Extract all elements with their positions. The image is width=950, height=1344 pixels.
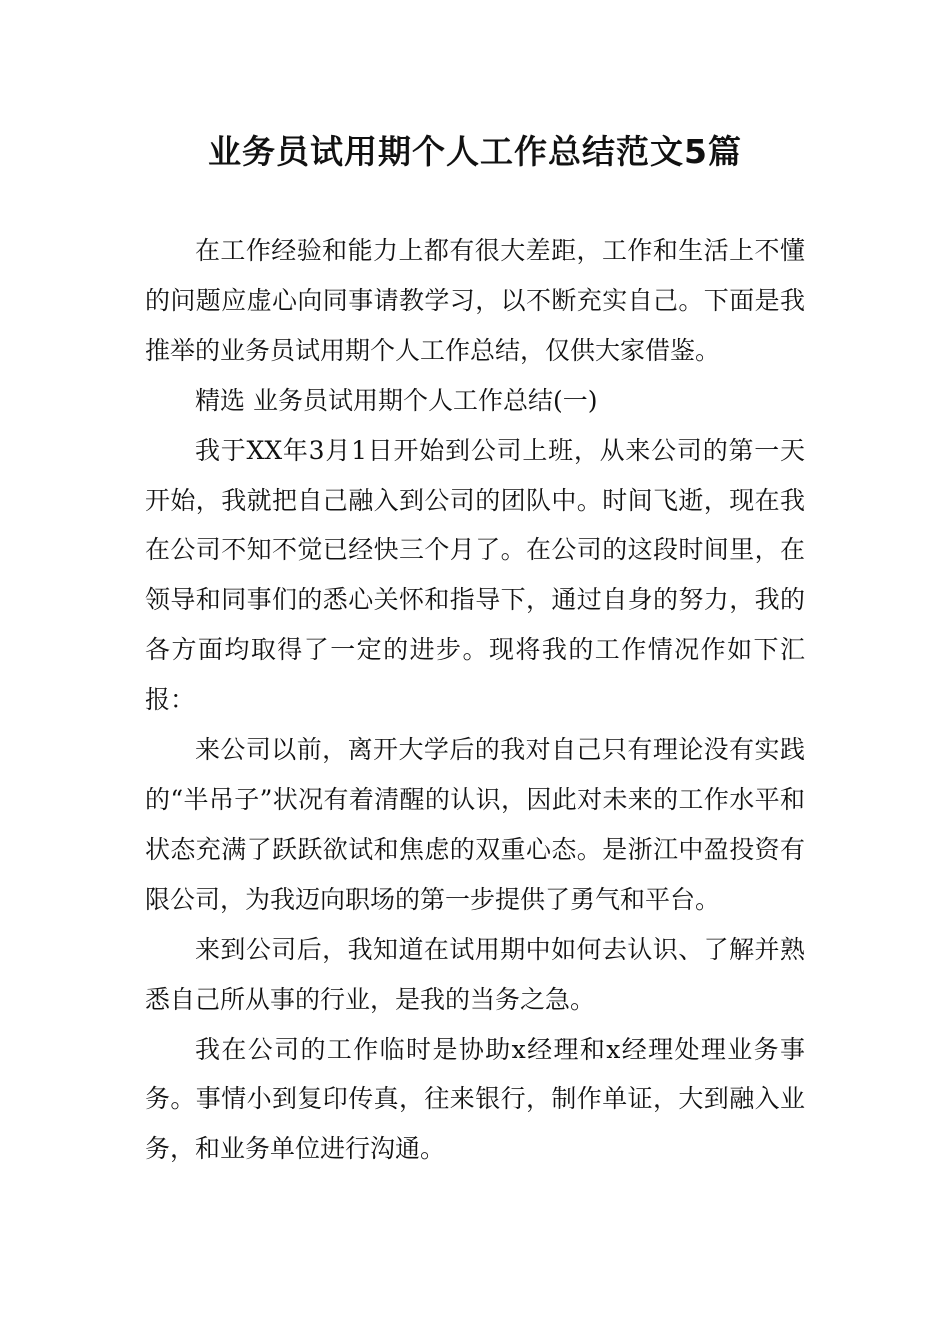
- paragraph-work-duties: 我在公司的工作临时是协助x经理和x经理处理业务事务。事情小到复印传真，往来银行，制作单证，大到融入业务，和业务单位进行沟通。: [145, 1034, 805, 1164]
- paragraph-before-joining: 来公司以前，离开大学后的我对自己只有理论没有实践的“半吊子”状况有着清醒的认识，因此对未来的工作水平和状态充满了跃跃欲试和焦虑的双重心态。是浙江中盈投资有限公司，为我迈向职场的第一步提供了勇气和平台。: [145, 735, 805, 914]
- paragraph-after-joining: 来到公司后，我知道在试用期中如何去认识、了解并熟悉自己所从事的行业，是我的当务之急。: [145, 934, 805, 1014]
- paragraph-intro: 在工作经验和能力上都有很大差距，工作和生活上不懂的问题应虚心向同事请教学习，以不断充实自己。下面是我推举的业务员试用期个人工作总结，仅供大家借鉴。: [145, 236, 805, 365]
- document-title: 业务员试用期个人工作总结范文5篇: [208, 132, 742, 171]
- paragraph-start-date: 我于XX年3月1日开始到公司上班，从来公司的第一天开始，我就把自己融入到公司的团队中。时间飞逝，现在我在公司不知不觉已经快三个月了。在公司的这段时间里，在领导和同事们的悉心关怀和指导下，通过自身的努力，我的各方面均取得了一定的进步。现将我的工作情况作如下汇报：: [145, 435, 805, 715]
- document-body: [145, 226, 805, 1174]
- section-heading: 精选 业务员试用期个人工作总结(一): [195, 385, 598, 415]
